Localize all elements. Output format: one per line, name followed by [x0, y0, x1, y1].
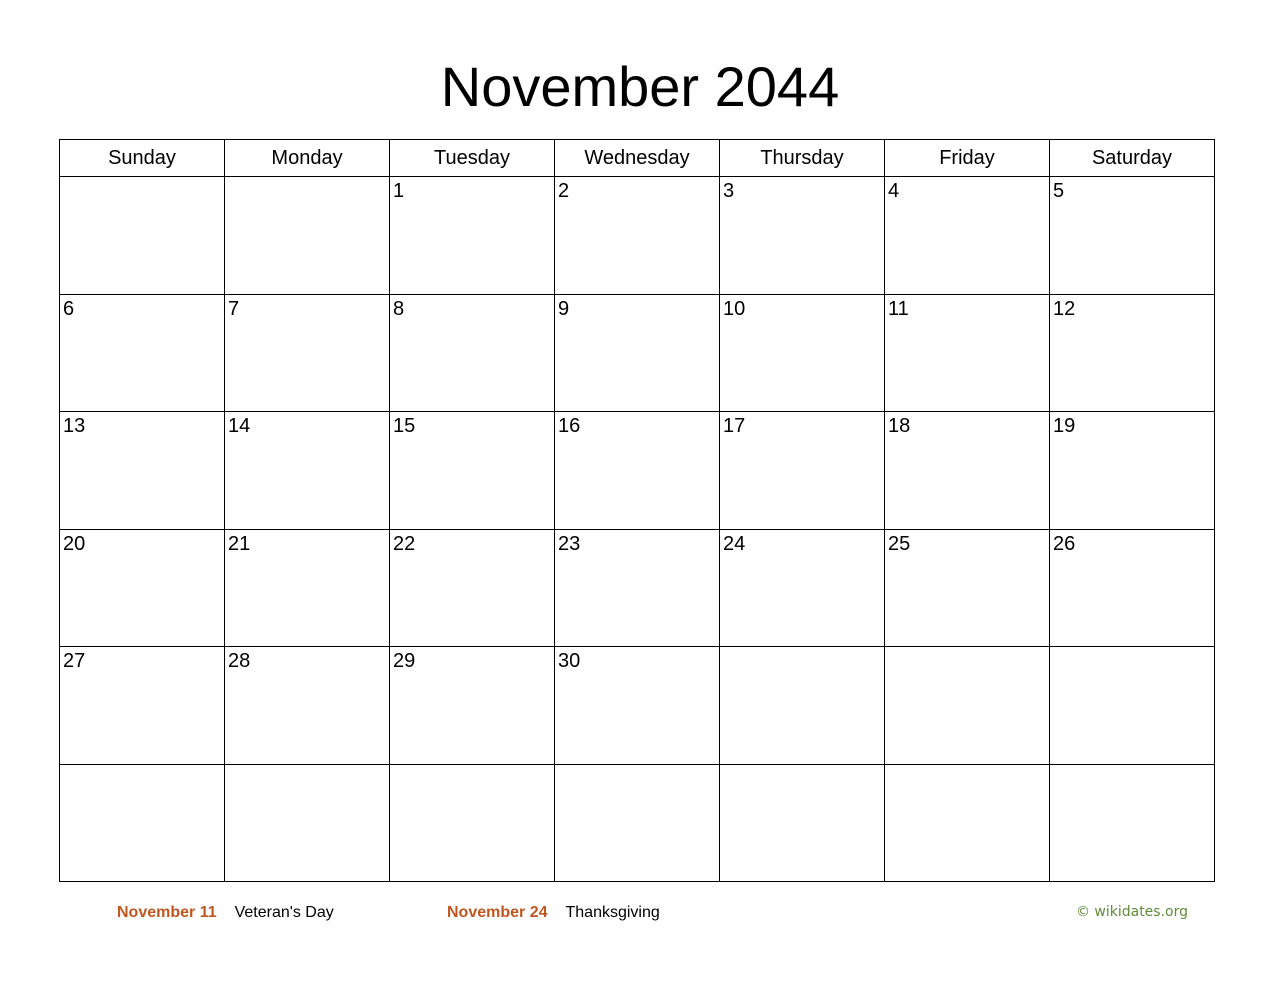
day-cell: [555, 764, 720, 882]
holiday-entry: [447, 904, 660, 922]
weekday-header-row: [60, 140, 1215, 177]
day-cell: [390, 764, 555, 882]
day-number: 11: [888, 297, 909, 320]
weekday-header: Monday: [225, 140, 390, 177]
day-number: [1050, 765, 1214, 768]
day-number: 26: [1053, 532, 1076, 555]
day-number: [390, 765, 554, 768]
holiday-date: November 24: [447, 904, 548, 921]
day-number: 20: [63, 532, 86, 555]
day-cell: [225, 764, 390, 882]
day-number: 6: [63, 297, 75, 320]
day-cell: [60, 294, 225, 412]
weekday-header: Friday: [885, 140, 1050, 177]
week-row: [60, 764, 1215, 882]
holiday-name: Veteran's Day: [234, 904, 334, 921]
day-cell: [555, 177, 720, 295]
day-number: [720, 647, 884, 650]
page-title: November 2044: [440, 55, 840, 118]
day-cell: [1050, 412, 1215, 530]
day-cell: [885, 647, 1050, 765]
day-cell: [390, 647, 555, 765]
day-cell: [720, 177, 885, 295]
day-number: 16: [558, 415, 581, 437]
day-cell: [60, 647, 225, 765]
day-cell: [720, 647, 885, 765]
day-number: 14: [228, 415, 251, 437]
day-cell: [720, 412, 885, 530]
day-cell: [1050, 294, 1215, 412]
day-cell: [225, 647, 390, 765]
week-row: [60, 412, 1215, 530]
week-row: [60, 647, 1215, 765]
day-cell: [720, 764, 885, 882]
day-cell: [885, 529, 1050, 647]
day-cell: [60, 529, 225, 647]
day-cell: [60, 412, 225, 530]
holiday-date: November 11: [117, 904, 217, 921]
day-number: 4: [888, 180, 900, 202]
holiday-footer: [0, 904, 1280, 926]
day-cell: [225, 294, 390, 412]
day-cell: [885, 764, 1050, 882]
day-cell: [60, 177, 225, 295]
day-cell: [390, 177, 555, 295]
week-row: [60, 294, 1215, 412]
day-number: [555, 765, 719, 768]
weekday-header: Sunday: [60, 140, 225, 177]
day-number: 3: [723, 180, 735, 202]
day-cell: [885, 412, 1050, 530]
day-number: 22: [393, 532, 416, 555]
day-number: 2: [558, 180, 570, 202]
day-number: [60, 177, 224, 180]
day-number: [60, 765, 224, 768]
day-cell: [60, 764, 225, 882]
day-number: 1: [393, 180, 405, 202]
day-number: 10: [723, 297, 746, 320]
day-number: 18: [888, 415, 911, 437]
weekday-header: Thursday: [720, 140, 885, 177]
day-cell: [555, 294, 720, 412]
day-cell: [1050, 764, 1215, 882]
day-number: 25: [888, 532, 911, 555]
day-number: [885, 765, 1049, 768]
day-cell: [225, 177, 390, 295]
day-number: 19: [1053, 415, 1076, 437]
holiday-entry: [117, 904, 334, 922]
week-row: [60, 177, 1215, 295]
day-number: 28: [228, 650, 251, 672]
day-number: 8: [393, 297, 405, 320]
day-number: [720, 765, 884, 768]
day-number: 23: [558, 532, 581, 555]
day-cell: [1050, 647, 1215, 765]
day-cell: [1050, 177, 1215, 295]
day-number: 7: [228, 297, 240, 320]
day-cell: [390, 412, 555, 530]
day-number: 9: [558, 297, 570, 320]
day-cell: [555, 412, 720, 530]
day-number: 15: [393, 415, 416, 437]
day-number: 29: [393, 650, 416, 672]
day-cell: [885, 177, 1050, 295]
day-cell: [720, 294, 885, 412]
day-number: [1050, 647, 1214, 650]
day-number: 17: [723, 415, 746, 437]
day-number: [885, 647, 1049, 650]
day-cell: [225, 412, 390, 530]
holiday-name: Thanksgiving: [565, 904, 660, 921]
weekday-header: Tuesday: [390, 140, 555, 177]
day-number: 30: [558, 650, 581, 672]
credit-link[interactable]: © wikidates.org: [1075, 904, 1188, 920]
day-number: [225, 177, 389, 180]
day-number: 27: [63, 650, 86, 672]
day-cell: [555, 529, 720, 647]
weekday-header: Saturday: [1050, 140, 1215, 177]
day-cell: [1050, 529, 1215, 647]
day-number: 24: [723, 532, 746, 555]
day-cell: [555, 647, 720, 765]
day-cell: [720, 529, 885, 647]
week-row: [60, 529, 1215, 647]
weekday-header: Wednesday: [555, 140, 720, 177]
day-number: [225, 765, 389, 768]
day-number: 12: [1053, 297, 1076, 320]
day-number: 13: [63, 415, 86, 437]
day-cell: [390, 294, 555, 412]
day-number: 21: [228, 532, 251, 555]
calendar-grid: [59, 139, 1215, 882]
day-number: 5: [1053, 180, 1065, 202]
day-cell: [225, 529, 390, 647]
day-cell: [390, 529, 555, 647]
day-cell: [885, 294, 1050, 412]
